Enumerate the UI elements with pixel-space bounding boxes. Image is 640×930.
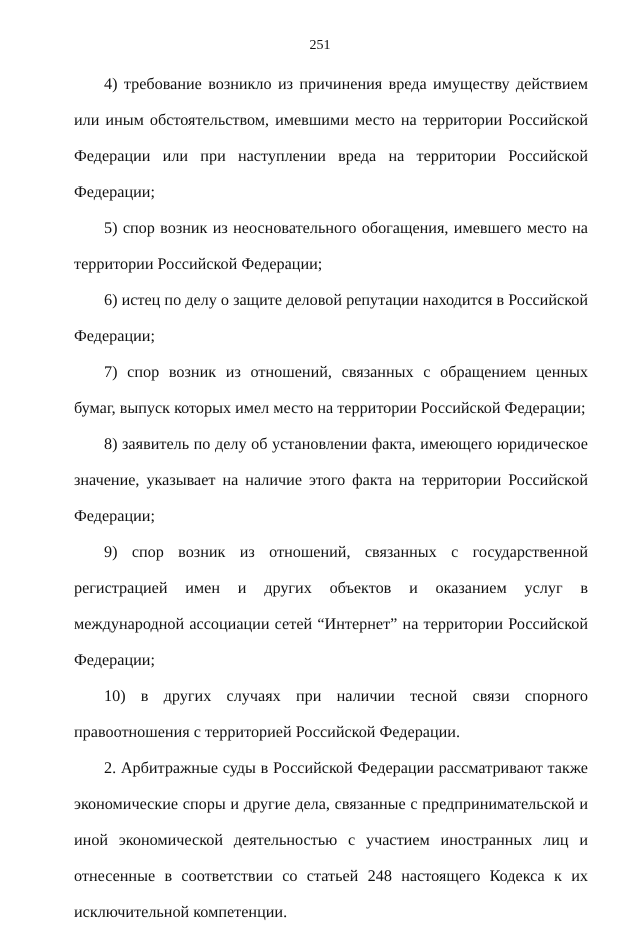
- page-number: 251: [309, 38, 331, 53]
- paragraph-item-10: 10) в других случаях при наличии тесной связи спорного правоотношения с территорией Российской Федерации.: [74, 687, 588, 741]
- paragraph-item-6: 6) истец по делу о защите деловой репутации находится в Российской Федерации;: [74, 291, 588, 345]
- paragraph-item-9: 9) спор возник из отношений, связанных с государственной регистрацией имен и других объектов и оказанием услуг в международной ассоциации сетей “Интернет” на территории Российской Федерации;: [74, 543, 588, 669]
- paragraph-item-4: 4) требование возникло из причинения вреда имуществу действием или иным обстоятельством, имевшими место на территории Российской Федерации или при наступлении вреда на территории Российской Федерации;: [74, 75, 588, 201]
- paragraph-item-8: 8) заявитель по делу об установлении факта, имеющего юридическое значение, указывает на наличие этого факта на территории Российской Федерации;: [74, 435, 588, 525]
- paragraph-part-2: 2. Арбитражные суды в Российской Федерации рассматривают также экономические споры и другие дела, связанные с предпринимательской и иной экономической деятельностью с участием иностранных лиц и отнесенные в соответствии со статьей 248 настоящего Кодекса к их исключительной компетенции.: [74, 759, 588, 921]
- paragraph-item-5: 5) спор возник из неосновательного обогащения, имевшего место на территории Российской Федерации;: [74, 219, 588, 273]
- paragraph-item-7: 7) спор возник из отношений, связанных с обращением ценных бумаг, выпуск которых имел место на территории Российской Федерации;: [74, 363, 588, 417]
- document-body: [74, 66, 588, 930]
